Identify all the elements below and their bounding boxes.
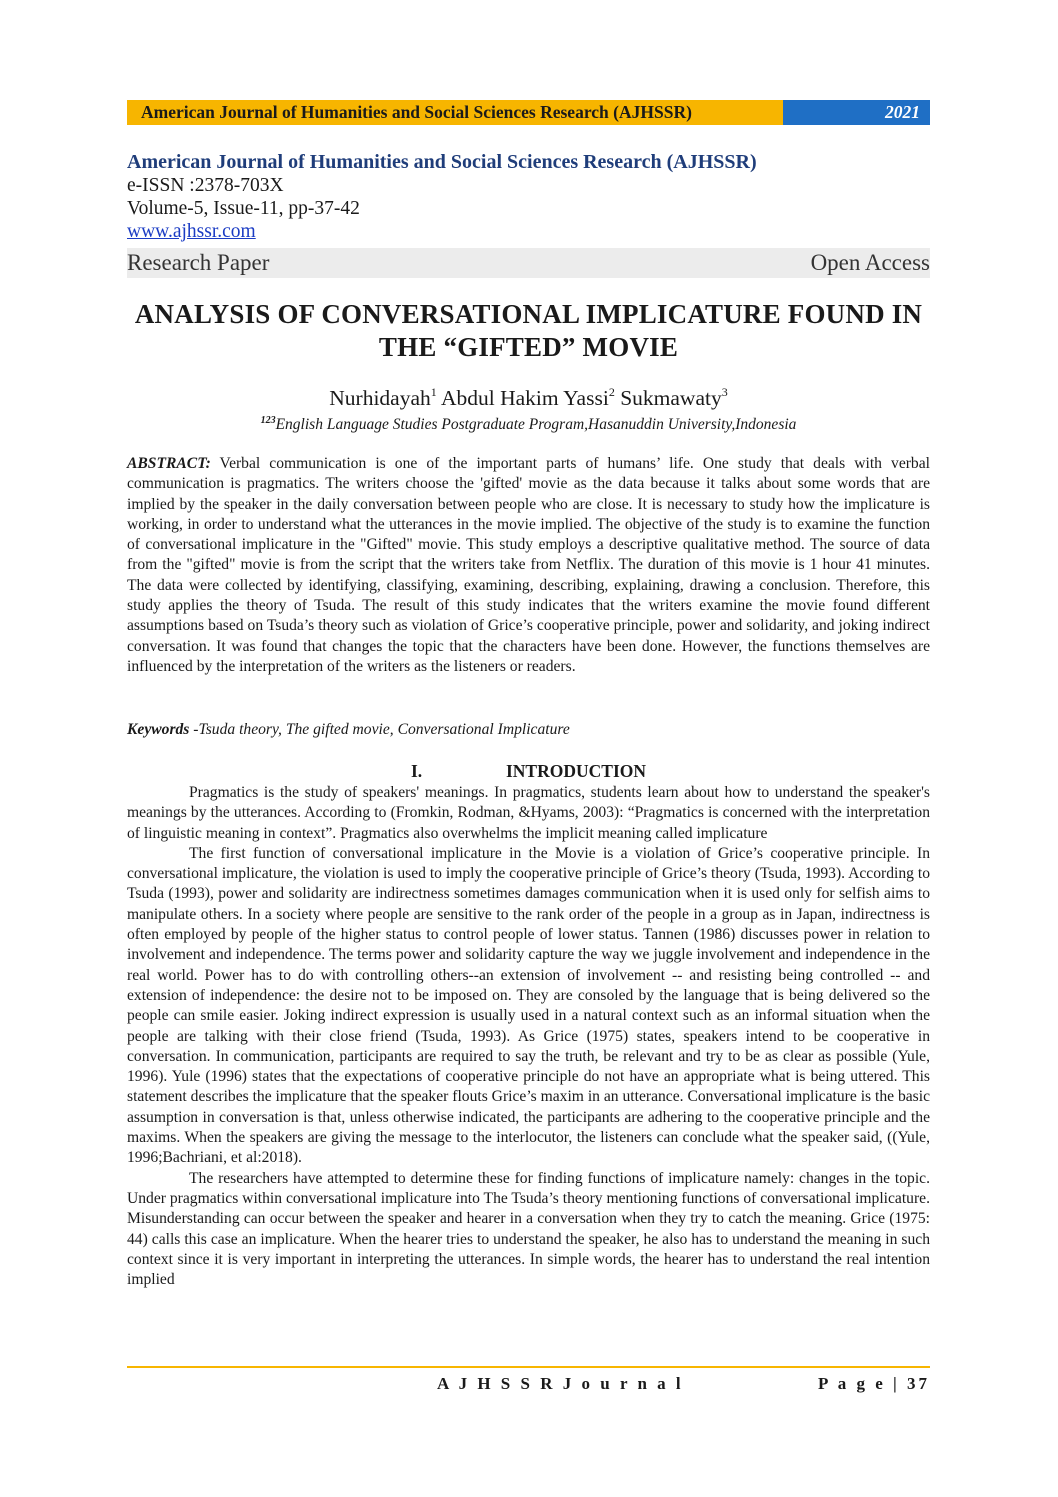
body-paragraph: Pragmatics is the study of speakers' meanings. In pragmatics, students learn about how to understand the speaker's meanings by the utterances. According to (Fromkin, Rodman, &Hyams, 2003): “Pragmatics is concerned with the interpretation of linguistic meaning in context”. Pragmatics also overwhelms the implicit meaning called implicature	[127, 784, 930, 842]
running-header-journal: American Journal of Humanities and Social Sciences Research (AJHSSR)	[127, 100, 783, 125]
page-number: 37	[907, 1374, 930, 1393]
journal-info-block	[127, 150, 930, 243]
author-affiliation-mark: 3	[721, 385, 728, 399]
body-paragraph: The researchers have attempted to determine these for finding functions of implicature namely: changes in the topic. Under pragmatics within conversational implicature into The Tsuda’s theory mentioning functions of conversational implicature. Misunderstanding can occur between the speaker and hearer in a conversation when they try to catch the meaning. Grice (1975: 44) calls this case an implicature. When the hearer tries to understand the speaker, he also has to understand the meaning in such context since it is very important in interpreting the utterances. In simple words, the hearer has to understand the real intention implied	[127, 1169, 930, 1289]
author-affiliation-mark: 2	[608, 385, 615, 399]
footer-journal: A J H S S R J o u r n a l	[437, 1374, 684, 1393]
volume-line: Volume-5, Issue-11, pp-37-42	[127, 198, 360, 219]
keywords-label: Keywords	[127, 721, 190, 738]
footer-divider	[127, 1366, 930, 1368]
keywords-text: -Tsuda theory, The gifted movie, Conversational Implicature	[189, 721, 570, 738]
affiliation-mark: 123	[260, 415, 276, 426]
abstract-text: Verbal communication is one of the important parts of humans’ life. One study that deals with verbal communication is pragmatics. The writers choose the 'gifted' movie as the data because it talks about some words that are implied by the speaker in the daily conversation between people who are close. It is necessary to study how the implicature is working, in order to understand what the utterances in the movie implied. The objective of the study is to examine the function of conversational implicature in the "Gifted" movie. This study employs a descriptive qualitative method. The source of data from the "gifted" movie is from the script that the writers take from Netflix. The duration of this movie is 1 hour 41 minutes. The data were collected by identifying, classifying, examining, describing, explaining, drawing a conclusion. Therefore, this study applies the theory of Tsuda. The result of this study indicates that the writers examine the movie found different assumptions based on Tsuda’s theory such as violation of Grice’s cooperative principle, power and solidarity, and joking indirect conversation. It was found that changes the topic that the characters have been done. However, the functions themselves are influenced by the interpretation of the writers as the listeners or readers.	[127, 455, 930, 675]
paper-type-label: Research Paper	[127, 250, 270, 275]
paper-type-bar	[127, 248, 930, 278]
author-name: Sukmawaty	[620, 386, 722, 410]
keywords	[127, 720, 930, 740]
author-name: Abdul Hakim Yassi	[440, 386, 609, 410]
running-header-year: 2021	[783, 100, 930, 125]
footer-page-number: P a g e | 37	[818, 1374, 930, 1393]
access-type-label: Open Access	[810, 250, 930, 275]
website-link[interactable]: www.ajhssr.com	[127, 221, 256, 242]
page-footer	[127, 1374, 930, 1398]
running-header	[127, 100, 930, 125]
author-name: Nurhidayah	[329, 386, 431, 410]
section-heading	[127, 760, 930, 782]
abstract-label: ABSTRACT:	[127, 455, 211, 472]
author-affiliation-mark: 1	[430, 385, 437, 399]
paper-title: ANALYSIS OF CONVERSATIONAL IMPLICATURE FOUND IN THE “GIFTED” MOVIE	[134, 299, 923, 362]
section-title: INTRODUCTION	[505, 761, 647, 781]
section-number: I.	[410, 761, 423, 781]
journal-name: American Journal of Humanities and Social Sciences Research (AJHSSR)	[127, 151, 757, 173]
introduction-body	[127, 783, 930, 1290]
body-paragraph: The first function of conversational implicature in the Movie is a violation of Grice’s cooperative principle. In conversational implicature, the violation is used to imply the cooperative principle of Grice’s theory (Tsuda, 1993). According to Tsuda (1993), power and solidarity are indirectness sometimes damages communication when it is used only for selfish aims to manipulate others. In a society where people are sensitive to the rank order of the people in a group as in Japan, indirectness is often employed by people of the higher status to control people of lower status. Tannen (1986) discusses power in relation to involvement and independence. The terms power and solidarity capture the way we juggle involvement and independence in the real world. Power has to do with controlling others--an extension of involvement -- and resisting being controlled -- and extension of independence: the desire not to be imposed on. They are consoled by the language that is being delivered so the people can smile easier. Joking indirect expression is usually used in a natural context such as an informal situation when the people are talking with their close friend (Tsuda, 1993). As Grice (1975) states, speakers intend to be cooperative in conversation. In communication, participants are required to say the truth, be relevant and try to be as clear as possible (Yule, 1996). Yule (1996) states that the expectations of cooperative principle do not have an appropriate what is being uttered. This statement describes the implicature that the speaker flouts Grice’s maxim in an utterance. Conversational implicature is the basic assumption in conversation is that, unless otherwise indicated, the participants are adhering to the cooperative principle and the maxims. When the speakers are giving the message to the interlocutor, the listeners can conclude what the speaker said, ((Yule, 1996;Bachriani, et al:2018).	[127, 844, 930, 1167]
abstract	[127, 454, 930, 677]
author-list	[127, 380, 930, 410]
affiliation	[127, 411, 930, 435]
footer-page-label: P a g e	[818, 1374, 886, 1393]
affiliation-text: English Language Studies Postgraduate Program,Hasanuddin University,Indonesia	[275, 416, 797, 433]
issn-line: e-ISSN :2378-703X	[127, 175, 284, 196]
